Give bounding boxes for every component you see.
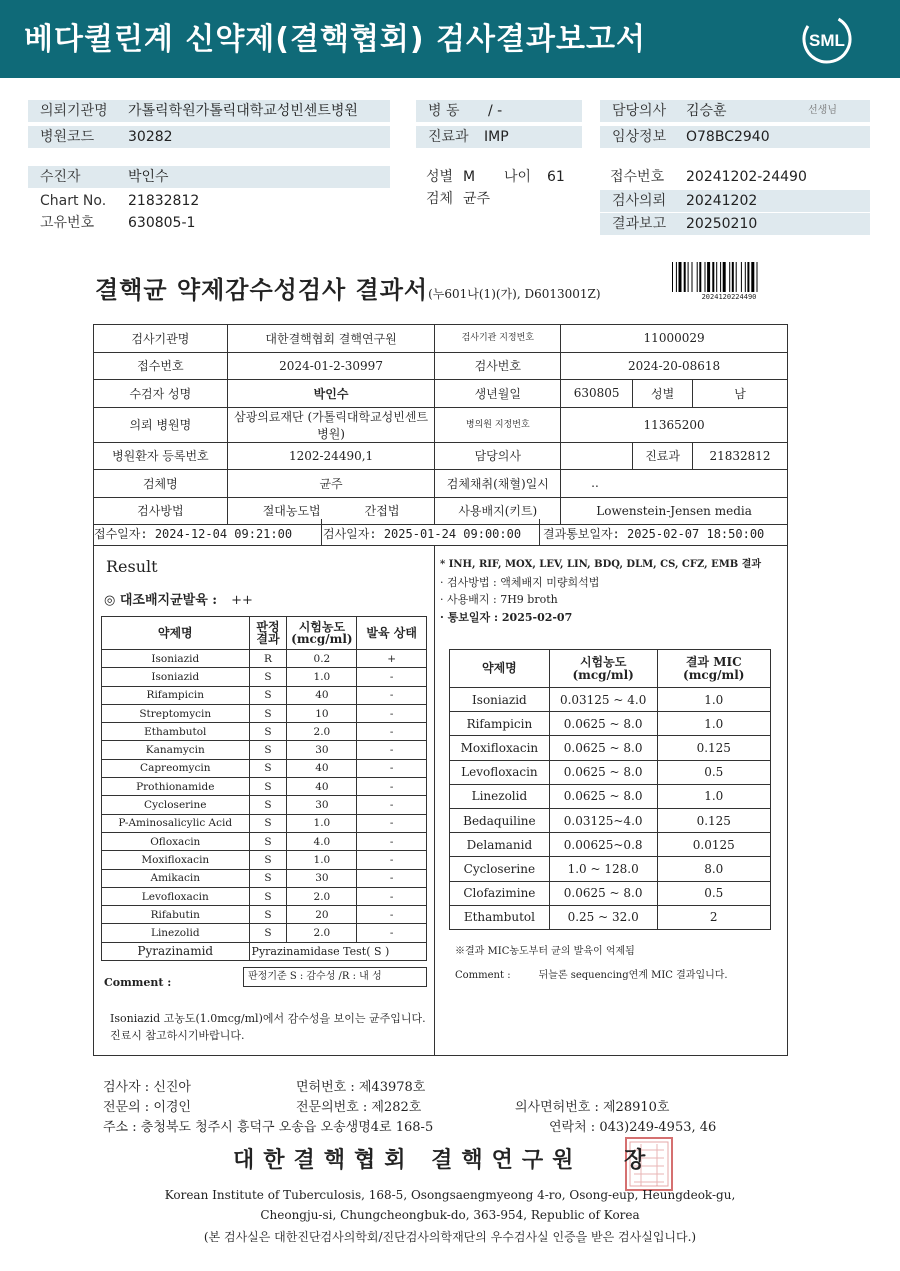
cell: 담당의사 xyxy=(435,442,561,470)
cell: 4.0 xyxy=(287,832,357,850)
cell xyxy=(561,442,633,470)
cell: .. xyxy=(561,470,788,498)
expert: 전문의 : 이경인 xyxy=(103,1100,191,1115)
cell: Ethambutol xyxy=(450,905,550,929)
drug-row xyxy=(102,723,427,741)
drug-row xyxy=(102,796,427,814)
cell: S xyxy=(249,869,287,887)
drug-row xyxy=(102,924,427,942)
cell: 0.5 xyxy=(657,760,771,784)
mic-row xyxy=(450,760,771,784)
cell: 11365200 xyxy=(561,407,788,442)
cell: 접수번호 xyxy=(94,352,228,380)
drug-row xyxy=(102,832,427,850)
header-cell: 발육 상태 xyxy=(357,617,427,650)
drug-row xyxy=(102,650,427,668)
cell: P-Aminosalicylic Acid xyxy=(102,814,250,832)
cell: 검사방법 xyxy=(94,497,228,525)
cell: Cycloserine xyxy=(102,796,250,814)
document-title xyxy=(95,270,601,305)
sml-logo xyxy=(802,14,852,64)
cell: 8.0 xyxy=(657,857,771,881)
doctor-label: 담당의사 xyxy=(612,103,667,119)
header-cell: 시험농도 (mcg/ml) xyxy=(287,617,357,650)
note-line: · 통보일자 : 2025-02-07 xyxy=(440,610,573,624)
institute-name: 대한결핵협회 결핵연구원 xyxy=(233,1147,583,1173)
header-cell: 판정 결과 xyxy=(249,617,287,650)
cell: Delamanid xyxy=(450,833,550,857)
cell: 1.0 xyxy=(287,814,357,832)
age-label: 나이 xyxy=(504,169,532,185)
cell: - xyxy=(357,778,427,796)
doctor-title: 선생님 xyxy=(808,105,837,116)
cell: S xyxy=(249,887,287,905)
cell: S xyxy=(249,851,287,869)
cell: S xyxy=(249,924,287,942)
tester: 검사자 : 신진아 xyxy=(103,1080,191,1095)
drug-row xyxy=(102,778,427,796)
dates-row xyxy=(93,519,788,546)
cell: - xyxy=(357,668,427,686)
request-value: 20241202 xyxy=(686,193,758,209)
report-date: 결과통보일자: 2025-02-07 18:50:00 xyxy=(543,527,765,541)
cell: 생년월일 xyxy=(435,380,561,408)
cell: + xyxy=(357,650,427,668)
cell: 1.0 xyxy=(657,784,771,808)
cell: 0.0125 xyxy=(657,833,771,857)
cell: Cycloserine xyxy=(450,857,550,881)
requester-value: 가톨릭학원가톨릭대학교성빈센트병원 xyxy=(128,103,358,119)
age-value: 61 xyxy=(547,169,565,185)
doc-subtitle: (누601나(1)(가), D6013001Z) xyxy=(428,287,601,301)
comment-text: Isoniazid 고농도(1.0mcg/ml)에서 감수성을 보이는 균주입니다. 진료시 참고하시기바랍니다. xyxy=(110,1012,426,1042)
chart-value: 21832812 xyxy=(128,193,200,209)
cell: - xyxy=(357,686,427,704)
cell: 남 xyxy=(693,380,788,408)
drug-row xyxy=(102,759,427,777)
cell: - xyxy=(357,851,427,869)
mic-row xyxy=(450,833,771,857)
cell: 0.03125~4.0 xyxy=(549,808,657,832)
divider xyxy=(539,519,540,545)
hospital-code-label: 병원코드 xyxy=(40,129,95,145)
cell: 검사기관명 xyxy=(94,325,228,353)
cell: 1.0 xyxy=(657,712,771,736)
cell: 20 xyxy=(287,906,357,924)
cell: Linezolid xyxy=(102,924,250,942)
cell: 사용배지(키트) xyxy=(435,497,561,525)
cell: 병원환자 등록번호 xyxy=(94,442,228,470)
expert-license: 전문의번호 : 제282호 xyxy=(296,1100,422,1115)
contact: 연락처 : 043)249-4953, 46 xyxy=(549,1120,717,1135)
cell: Clofazimine xyxy=(450,881,550,905)
cell: Prothionamide xyxy=(102,778,250,796)
cell: Capreomycin xyxy=(102,759,250,777)
mic-row xyxy=(450,881,771,905)
cell: Moxifloxacin xyxy=(102,851,250,869)
chart-label: Chart No. xyxy=(40,193,107,209)
cell: 2.0 xyxy=(287,887,357,905)
report-title: 베다퀼린계 신약제(결핵협회) 검사결과보고서 xyxy=(24,22,646,57)
cell: S xyxy=(249,814,287,832)
cell: S xyxy=(249,704,287,722)
method-1: 절대농도법 xyxy=(262,504,321,519)
address: 주소 : 충청북도 청주시 흥덕구 오송읍 오송생명4로 168-5 xyxy=(103,1120,434,1135)
note-line: · 검사방법 : 액체배지 미량희석법 xyxy=(440,575,600,589)
mic-footnote: ※결과 MIC농도부터 균의 발육이 억제됨 xyxy=(455,946,635,957)
divider xyxy=(321,519,322,545)
cell: S xyxy=(249,686,287,704)
mic-notes xyxy=(440,556,761,626)
doctor-value: 김승훈 xyxy=(686,103,727,119)
drug-row xyxy=(102,906,427,924)
cell: S xyxy=(249,832,287,850)
cell: 1.0 xyxy=(287,668,357,686)
pza-name: Pyrazinamid xyxy=(102,942,250,960)
cell: - xyxy=(357,906,427,924)
ward-value: / - xyxy=(488,103,503,119)
cell: 2024-20-08618 xyxy=(561,352,788,380)
cell: - xyxy=(357,869,427,887)
cell: - xyxy=(357,796,427,814)
mic-row xyxy=(450,688,771,712)
pza-test: Pyrazinamidase Test( S ) xyxy=(249,942,426,960)
report-header xyxy=(0,0,900,78)
note-line: · 사용배지 : 7H9 broth xyxy=(440,593,558,606)
cell: 대한결핵협회 결핵연구원 xyxy=(227,325,435,353)
cell: Levofloxacin xyxy=(102,887,250,905)
cell: 2.0 xyxy=(287,924,357,942)
report-label: 결과보고 xyxy=(612,216,667,232)
drug-row xyxy=(102,851,427,869)
cell: 검사기관 지정번호 xyxy=(435,325,561,353)
drug-row xyxy=(102,869,427,887)
cell: Kanamycin xyxy=(102,741,250,759)
hospital-code-row xyxy=(28,126,390,148)
cell: 0.0625 ~ 8.0 xyxy=(549,760,657,784)
cell: - xyxy=(357,759,427,777)
mic-table xyxy=(449,649,771,930)
test-date: 검사일자: 2025-01-24 09:00:00 xyxy=(323,527,522,541)
drug-row xyxy=(102,887,427,905)
cell: 진료과 xyxy=(633,442,693,470)
cell: S xyxy=(249,778,287,796)
criteria-box: 판정기준 S : 감수성 /R : 내 성 xyxy=(243,967,427,987)
control-label: ◎ 대조배지균발육 : xyxy=(104,593,218,608)
mic-row xyxy=(450,712,771,736)
cell: 630805 xyxy=(561,380,633,408)
control-value: ++ xyxy=(231,593,253,608)
cell: 성별 xyxy=(633,380,693,408)
doc-title-text: 결핵균 약제감수성검사 결과서 xyxy=(95,275,429,304)
cell: S xyxy=(249,723,287,741)
cell: 0.5 xyxy=(657,881,771,905)
receipt-date: 접수일자: 2024-12-04 09:21:00 xyxy=(94,527,293,541)
cell: 1.0 xyxy=(657,688,771,712)
cell: 0.0625 ~ 8.0 xyxy=(549,712,657,736)
cell: Ethambutol xyxy=(102,723,250,741)
cell: Amikacin xyxy=(102,869,250,887)
dept-label: 진료과 xyxy=(428,129,469,145)
cell: - xyxy=(357,814,427,832)
cell: S xyxy=(249,796,287,814)
cell: Linezolid xyxy=(450,784,550,808)
cell: Isoniazid xyxy=(102,668,250,686)
receipt-value: 20241202-24490 xyxy=(686,169,807,185)
logo-text: SML xyxy=(809,31,845,50)
certification: (본 검사실은 대한진단검사의학회/진단검사의학재단의 우수검사실 인증을 받은 검사실입니다.) xyxy=(203,1230,697,1244)
cell: Bedaquiline xyxy=(450,808,550,832)
cell: - xyxy=(357,704,427,722)
cell: 40 xyxy=(287,778,357,796)
cell: 0.25 ~ 32.0 xyxy=(549,905,657,929)
subject-label: 수진자 xyxy=(40,169,81,185)
cell: 삼광의료재단 (가톨릭대학교성빈센트병원) xyxy=(227,407,435,442)
comment2 xyxy=(455,966,728,981)
seal-char: 장 xyxy=(624,1147,646,1173)
mic-rows xyxy=(450,688,771,930)
header-cell: 약제명 xyxy=(102,617,250,650)
cell: 검사번호 xyxy=(435,352,561,380)
susceptibility-rows xyxy=(102,650,427,943)
cell: 0.0625 ~ 8.0 xyxy=(549,736,657,760)
subject-value: 박인수 xyxy=(128,169,169,185)
cell: 2.0 xyxy=(287,723,357,741)
doctor-license: 의사면허번호 : 제28910호 xyxy=(515,1100,670,1115)
cell: 40 xyxy=(287,759,357,777)
dept-value: IMP xyxy=(484,129,509,145)
cell: Rifabutin xyxy=(102,906,250,924)
cell: 2024-01-2-30997 xyxy=(227,352,435,380)
comment2-label: Comment : xyxy=(455,970,511,981)
clinical-label: 임상정보 xyxy=(612,129,667,145)
cell: 검체채취(채혈)일시 xyxy=(435,470,561,498)
requester-label: 의뢰기관명 xyxy=(40,103,108,119)
cell: 1.0 ~ 128.0 xyxy=(549,857,657,881)
drug-row xyxy=(102,686,427,704)
cell: Isoniazid xyxy=(102,650,250,668)
barcode xyxy=(672,262,786,292)
susceptibility-table xyxy=(101,616,427,961)
cell: Moxifloxacin xyxy=(450,736,550,760)
subject-row xyxy=(28,166,390,188)
cell: 수검자 성명 xyxy=(94,380,228,408)
hospital-code-value: 30282 xyxy=(128,129,173,145)
cell: Ofloxacin xyxy=(102,832,250,850)
cell: 1202-24490,1 xyxy=(227,442,435,470)
drug-row xyxy=(102,814,427,832)
ward-label: 병 동 xyxy=(428,103,460,119)
cell: R xyxy=(249,650,287,668)
drug-row xyxy=(102,668,427,686)
request-label: 검사의뢰 xyxy=(612,193,667,209)
clinical-value: O78BC2940 xyxy=(686,129,770,145)
english-address-2: Cheongju-si, Chungcheongbuk-do, 363-954, Republic of Korea xyxy=(260,1208,640,1222)
drug-row xyxy=(102,741,427,759)
control-growth xyxy=(104,589,253,608)
cell: 0.0625 ~ 8.0 xyxy=(549,784,657,808)
cell: Streptomycin xyxy=(102,704,250,722)
cell: 11000029 xyxy=(561,325,788,353)
comment-label: Comment : xyxy=(104,976,172,989)
cell: 0.0625 ~ 8.0 xyxy=(549,881,657,905)
cell: - xyxy=(357,887,427,905)
cell: 21832812 xyxy=(693,442,788,470)
unique-value: 630805-1 xyxy=(128,215,196,231)
note-line: * INH, RIF, MOX, LEV, LIN, BDQ, DLM, CS, CFZ, EMB 결과 xyxy=(440,559,762,570)
mic-row xyxy=(450,808,771,832)
header-cell: 시험농도 (mcg/ml) xyxy=(549,650,657,688)
cell: 0.125 xyxy=(657,736,771,760)
cell: 40 xyxy=(287,686,357,704)
specimen-value: 균주 xyxy=(463,191,491,207)
cell: - xyxy=(357,741,427,759)
report-value: 20250210 xyxy=(686,216,758,232)
specimen-label: 검체 xyxy=(426,191,454,207)
cell: - xyxy=(357,832,427,850)
receipt-label: 접수번호 xyxy=(610,169,665,185)
header-cell: 약제명 xyxy=(450,650,550,688)
cell: 균주 xyxy=(227,470,435,498)
cell: 병의원 지정번호 xyxy=(435,407,561,442)
cell: Rifampicin xyxy=(450,712,550,736)
cell: 의뢰 병원명 xyxy=(94,407,228,442)
results-divider xyxy=(434,546,435,1056)
unique-label: 고유번호 xyxy=(40,215,95,231)
cell: - xyxy=(357,723,427,741)
drug-row xyxy=(102,704,427,722)
sex-value: M xyxy=(463,169,476,185)
cell: 2 xyxy=(657,905,771,929)
cell: Rifampicin xyxy=(102,686,250,704)
header-cell: 결과 MIC (mcg/ml) xyxy=(657,650,771,688)
cell: 10 xyxy=(287,704,357,722)
method-2: 간접법 xyxy=(364,504,400,519)
cell: Isoniazid xyxy=(450,688,550,712)
cell: 30 xyxy=(287,869,357,887)
cell: S xyxy=(249,668,287,686)
comment2-text: 뒤늘론 sequencing연계 MIC 결과입니다. xyxy=(538,970,728,981)
cell: 30 xyxy=(287,796,357,814)
mic-row xyxy=(450,857,771,881)
cell: S xyxy=(249,759,287,777)
cell: Levofloxacin xyxy=(450,760,550,784)
mic-row xyxy=(450,905,771,929)
sex-label: 성별 xyxy=(426,169,454,185)
cell: 0.03125 ~ 4.0 xyxy=(549,688,657,712)
barcode-number: 2024120224490 xyxy=(701,293,757,301)
cell: 0.00625~0.8 xyxy=(549,833,657,857)
tester-license: 면허번호 : 제43978호 xyxy=(296,1080,426,1095)
cell: 0.2 xyxy=(287,650,357,668)
cell: 0.125 xyxy=(657,808,771,832)
cell: - xyxy=(357,924,427,942)
cell: 1.0 xyxy=(287,851,357,869)
cell: S xyxy=(249,741,287,759)
cell: Lowenstein-Jensen media xyxy=(561,497,788,525)
mic-row xyxy=(450,784,771,808)
cell: 검체명 xyxy=(94,470,228,498)
mic-row xyxy=(450,736,771,760)
test-info-table xyxy=(93,324,788,525)
result-heading: Result xyxy=(106,557,158,576)
cell: S xyxy=(249,906,287,924)
cell: 박인수 xyxy=(227,380,435,408)
english-address-1: Korean Institute of Tuberculosis, 168-5, Osongsaengmyeong 4-ro, Osong-eup, Heungdeok-gu, xyxy=(164,1188,736,1202)
cell: 30 xyxy=(287,741,357,759)
